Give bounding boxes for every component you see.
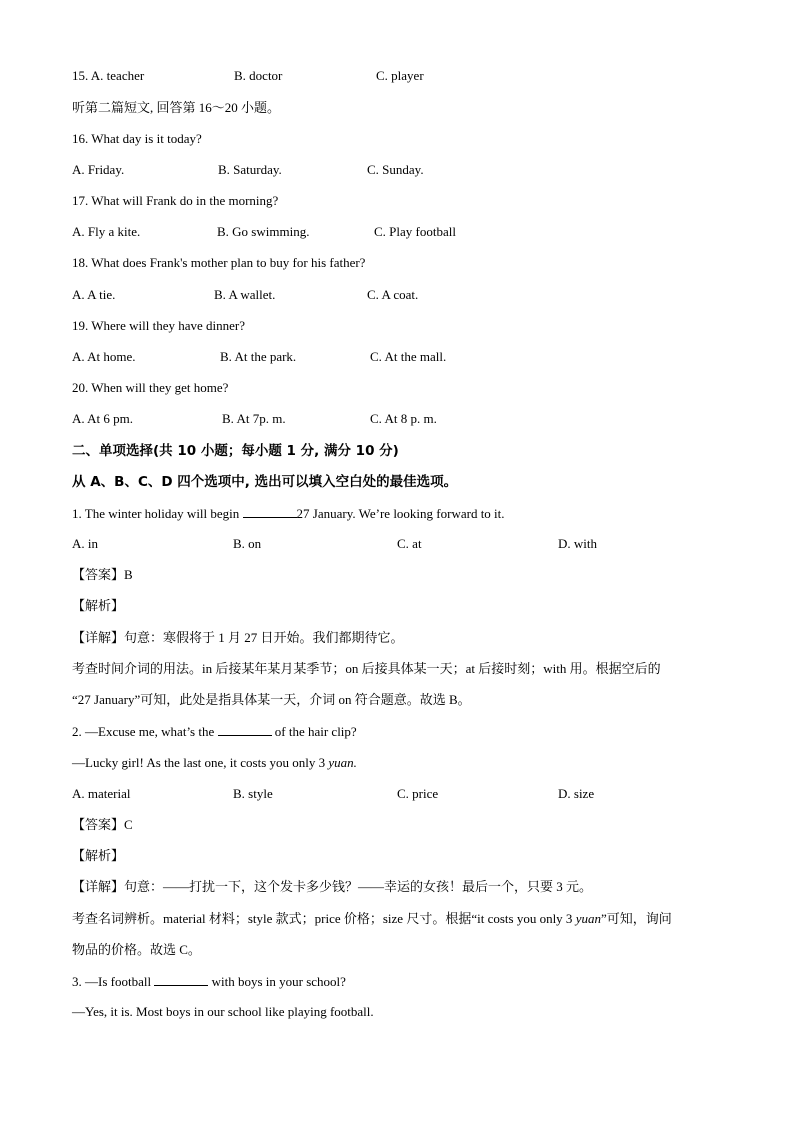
q18-option-c: C. A coat. [367,287,419,302]
s2-reply-text: —Lucky girl! As the last one, it costs you only 3 [72,755,329,770]
s3-blank [154,973,208,986]
q20-option-b: B. At 7p. m. [222,411,286,426]
s2-explain-italic: yuan [575,911,601,926]
question-17-stem: 17. What will Frank do in the morning? [72,193,279,208]
q17-option-b: B. Go swimming. [217,224,310,239]
q16-option-c: C. Sunday. [367,162,424,177]
q20-option-a: A. At 6 pm. [72,411,134,426]
single-choice-2-stem [72,723,357,739]
s1-stem-before: 1. The winter holiday will begin [72,506,243,521]
section-2-instruction: 从 A、B、C、D 四个选项中, 选出可以填入空白处的最佳选项。 [72,474,458,490]
s2-detail: 【详解】句意：——打扰一下，这个发卡多少钱？——幸运的女孩！最后一个，只要 3 元。 [72,879,593,894]
q16-option-a: A. Friday. [72,162,125,177]
s1-analysis-label: 【解析】 [72,598,125,613]
s1-explanation-line-2: “27 January”可知，此处是指具体某一天，介词 on 符合题意。故选 B。 [72,692,471,707]
single-choice-3-stem [72,973,346,989]
s2-explanation-line-2: 物品的价格。故选 C。 [72,942,201,957]
q19-option-c: C. At the mall. [370,349,447,364]
s2-stem-before: 2. —Excuse me, what’s the [72,724,218,739]
q20-option-c: C. At 8 p. m. [370,411,437,426]
s3-stem-after: with boys in your school? [208,974,346,989]
s2-explanation-line-1 [72,911,672,927]
s1-stem-after: 27 January. We’re looking forward to it. [296,506,505,521]
s1-option-a: A. in [72,536,98,551]
single-choice-3-reply: —Yes, it is. Most boys in our school like playing football. [72,1004,374,1019]
s1-option-b: B. on [233,536,262,551]
question-18-stem: 18. What does Frank's mother plan to buy for his father? [72,255,366,270]
q15-option-a: 15. A. teacher [72,68,145,83]
s1-detail: 【详解】句意：寒假将于 1 月 27 日开始。我们都期待它。 [72,630,404,645]
s2-blank [218,723,272,736]
single-choice-1-stem [72,505,505,521]
s1-blank [243,505,297,518]
s2-option-d: D. size [558,786,595,801]
s2-analysis-label: 【解析】 [72,848,125,863]
s1-explanation-line-1: 考查时间介词的用法。in 后接某年某月某季节；on 后接具体某一天；at 后接时刻；with 用。根据空后的 [72,661,661,676]
s2-option-a: A. material [72,786,131,801]
section-2-title: 二、单项选择(共 10 小题；每小题 1 分, 满分 10 分) [72,443,399,459]
s3-stem-before: 3. —Is football [72,974,155,989]
s2-explain-after: ”可知，询问 [600,911,672,926]
q19-option-b: B. At the park. [220,349,297,364]
q15-option-c: C. player [376,68,424,83]
s1-option-c: C. at [397,536,422,551]
q19-option-a: A. At home. [72,349,136,364]
passage-2-instruction: 听第二篇短文, 回答第 16～20 小题。 [72,100,281,115]
s2-explain-before: 考查名词辨析。material 材料；style 款式；price 价格；size 尺寸。根据“it costs you only 3 [72,911,576,926]
question-19-stem: 19. Where will they have dinner? [72,318,246,333]
question-20-stem: 20. When will they get home? [72,380,229,395]
s1-option-d: D. with [558,536,597,551]
single-choice-2-reply [72,755,357,771]
q15-option-b: B. doctor [234,68,283,83]
q18-option-b: B. A wallet. [214,287,276,302]
q18-option-a: A. A tie. [72,287,116,302]
s2-option-b: B. style [233,786,273,801]
s2-answer: 【答案】C [72,817,133,832]
question-16-stem: 16. What day is it today? [72,131,202,146]
q17-option-a: A. Fly a kite. [72,224,141,239]
s2-reply-italic: yuan. [328,755,357,770]
s2-stem-after: of the hair clip? [271,724,357,739]
s2-option-c: C. price [397,786,439,801]
q17-option-c: C. Play football [374,224,456,239]
q16-option-b: B. Saturday. [218,162,282,177]
s1-answer: 【答案】B [72,567,133,582]
